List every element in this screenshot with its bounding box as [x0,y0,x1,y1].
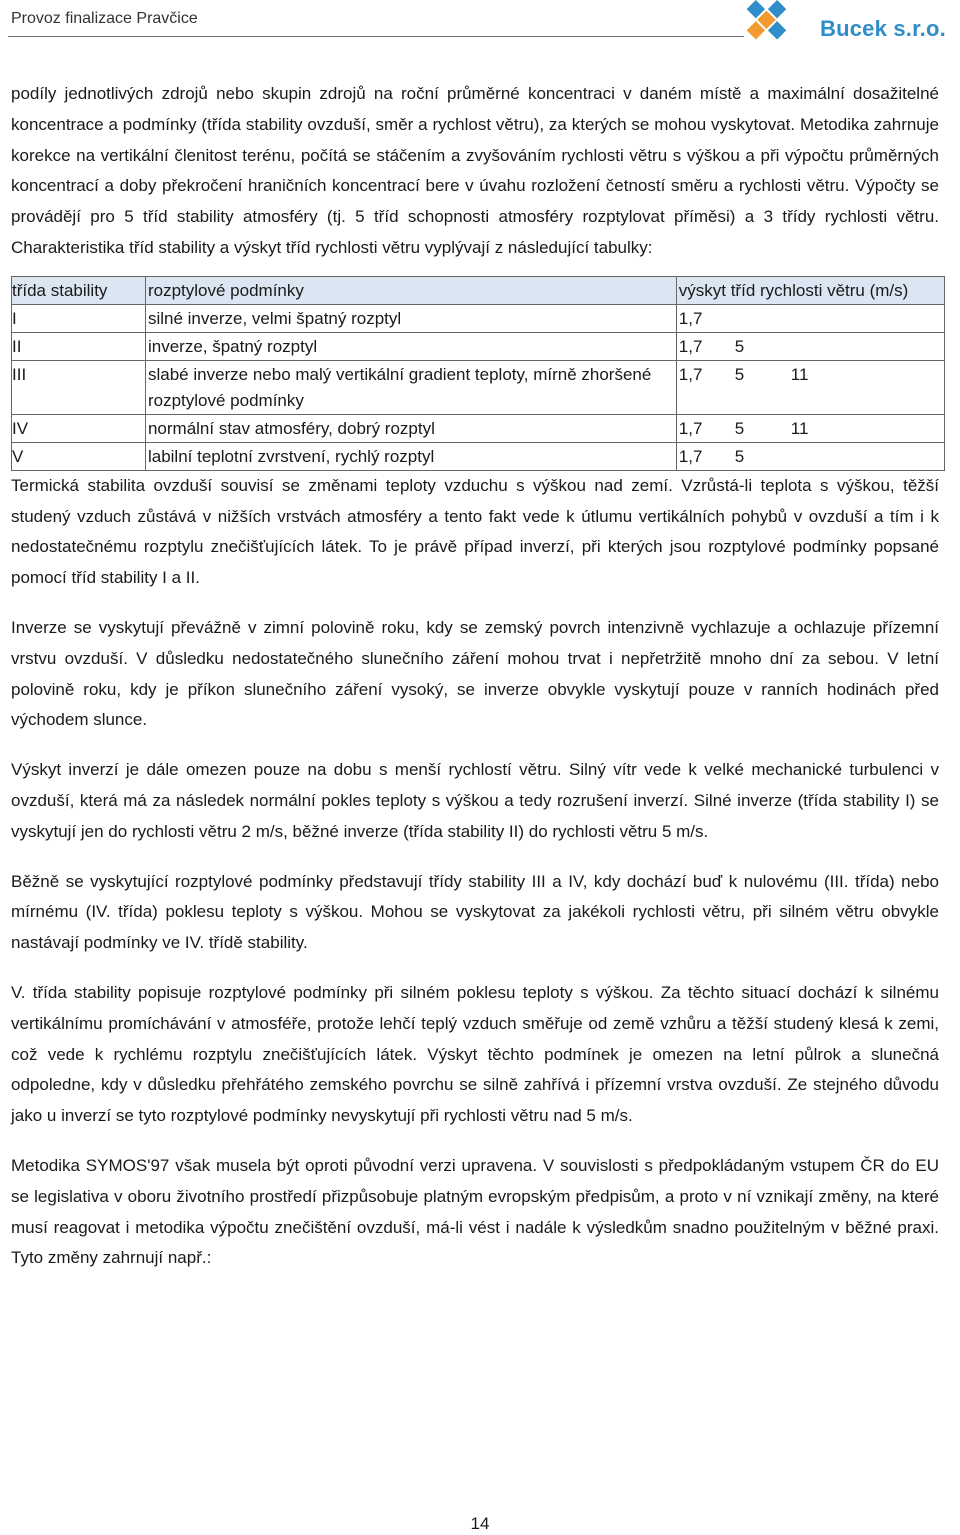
table-row [12,332,945,360]
speed-value: 1,7 [678,418,703,438]
table-row [12,442,945,470]
table-row [12,414,945,442]
table-cell-speeds [676,304,944,332]
company-logo-icon [740,0,800,48]
table-header-cell: rozptylové podmínky [145,276,676,304]
speed-value: 5 [734,446,745,466]
page-header [0,0,960,48]
speed-value: 1,7 [678,336,703,356]
paragraph-inversions: Inverze se vyskytují převážně v zimní polovině roku, kdy se zemský povrch intenzivně vychlazuje a ochlazuje přízemní vrstvu ovzduší. V důsledku nedostatečného slunečního záření mohou trvat i nepřetržitě mnoho dní za sebou. V letní polovině roku, kdy je příkon slunečního záření vysoký, se inverze obvykle vyskytují pouze v ranních hodinách před východem slunce. [11,617,939,730]
table-cell-speeds [676,442,944,470]
table-cell-speeds [676,360,944,414]
table-cell-desc: inverze, špatný rozptyl [145,332,676,360]
header-rule [8,36,744,37]
table-cell-speeds [676,414,944,442]
paragraph-thermal-stability: Termická stabilita ovzduší souvisí se změnami teploty vzduchu s výškou nad zemí. Vzrůstá-li teplota s výškou, těžší studený vzduch zůstává v nižších vrstvách atmosféry a tento fakt vede k útlumu vertikálních pohybů v ovzduší a tím i k nedostatečnému rozptylu znečišťujících látek. To je právě případ inverzí, při kterých jsou rozptylové podmínky popsané pomocí tříd stability I a II. [11,475,939,588]
table-cell-class: III [12,360,146,414]
table-row [12,304,945,332]
speed-value: 5 [734,418,745,438]
paragraph-symos: Metodika SYMOS'97 však musela být oproti původní verzi upravena. V souvislosti s předpokládaným vstupem ČR do EU se legislativa v oboru životního prostředí přizpůsobuje platným evropským předpisům, a proto v ní vznikají změny, na které musí reagovat i metodika výpočtu znečištění ovzduší, má-li vést i nadále k výsledkům snadno použitelným v běžné praxi. Tyto změny zahrnují např.: [11,1155,939,1268]
speed-value: 1,7 [678,308,703,328]
speed-value: 11 [790,418,809,438]
table-cell-desc: silné inverze, velmi špatný rozptyl [145,304,676,332]
speed-value: 11 [790,364,809,384]
paragraph-common-conditions: Běžně se vyskytující rozptylové podmínky představují třídy stability III a IV, kdy dochází buď k nulovému (III. třída) nebo mírnému (IV. třída) poklesu teploty s výškou. Mohou se vyskytovat za jakékoli rychlosti větru, při silném větru obvykle nastávají podmínky ve IV. třídě stability. [11,871,939,953]
document-body [11,79,939,1274]
table-cell-desc: labilní teplotní zvrstvení, rychlý rozptyl [145,442,676,470]
table-header-cell: třída stability [12,276,146,304]
speed-value: 5 [734,336,745,356]
speed-value: 1,7 [678,364,703,384]
speed-value: 5 [734,364,745,384]
table-cell-class: V [12,442,146,470]
header-title: Provoz finalizace Pravčice [11,10,198,27]
table-cell-class: I [12,304,146,332]
table-cell-speeds [676,332,944,360]
paragraph-wind-speed: Výskyt inverzí je dále omezen pouze na dobu s menší rychlostí větru. Silný vítr vede k velké mechanické turbulenci v ovzduší, která má za následek normální pokles teploty s výškou a tedy rozrušení inverzí. Silné inverze (třída stability I) se vyskytují jen do rychlosti větru 2 m/s, běžné inverze (třída stability II) do rychlosti větru 5 m/s. [11,760,939,841]
table-header-row [12,276,945,304]
table-row [12,360,945,414]
table-cell-desc: normální stav atmosféry, dobrý rozptyl [145,414,676,442]
logo-text: Bucek s.r.o. [820,16,946,41]
table-cell-class: IV [12,414,146,442]
paragraph-intro: podíly jednotlivých zdrojů nebo skupin zdrojů na roční průměrné koncentraci v daném místě a maximální dosažitelné koncentrace a podmínky (třída stability ovzduší, směr a rychlost větru), za kterých se mohou vyskytovat. Metodika zahrnuje korekce na vertikální členitost terénu, počítá se stáčením a zvyšováním rychlosti větru s výškou a při výpočtu průměrných koncentrací a doby překročení hraničních koncentrací bere v úvahu rozložení četností směru a rychlosti větru. Výpočty se provádějí pro 5 tříd stability atmosféry (tj. 5 tříd schopnosti atmosféry rozptylovat příměsi) a 3 třídy rychlosti větru. Charakteristika tříd stability a výskyt tříd rychlosti větru vyplývají z následující tabulky: [11,84,939,257]
speed-value: 1,7 [678,446,703,466]
table-header-cell: výskyt tříd rychlosti větru (m/s) [676,276,944,304]
table-cell-desc: slabé inverze nebo malý vertikální gradient teploty, mírně zhoršené rozptylové podmínky [145,360,676,414]
stability-table [11,276,945,471]
paragraph-class-v: V. třída stability popisuje rozptylové podmínky při silném poklesu teploty s výškou. Za těchto situací dochází k silnému vertikálnímu promíchávání v atmosféře, protože lehčí teplý vzduch směřuje od země vzhůru a těžší studený klesá k zemi, což vede k rychlému rozptylu znečišťujících látek. Výskyt těchto podmínek je omezen na letní půlrok a slunečná odpoledne, kdy v důsledku přehřátého zemského povrchu se silně zahřívá i přízemní vrstva ovzduší. Ze stejného důvodu jako u inverzí se tyto rozptylové podmínky nevyskytují při rychlosti větru nad 5 m/s. [11,982,939,1126]
table-cell-class: II [12,332,146,360]
page-number: 14 [470,1514,490,1533]
